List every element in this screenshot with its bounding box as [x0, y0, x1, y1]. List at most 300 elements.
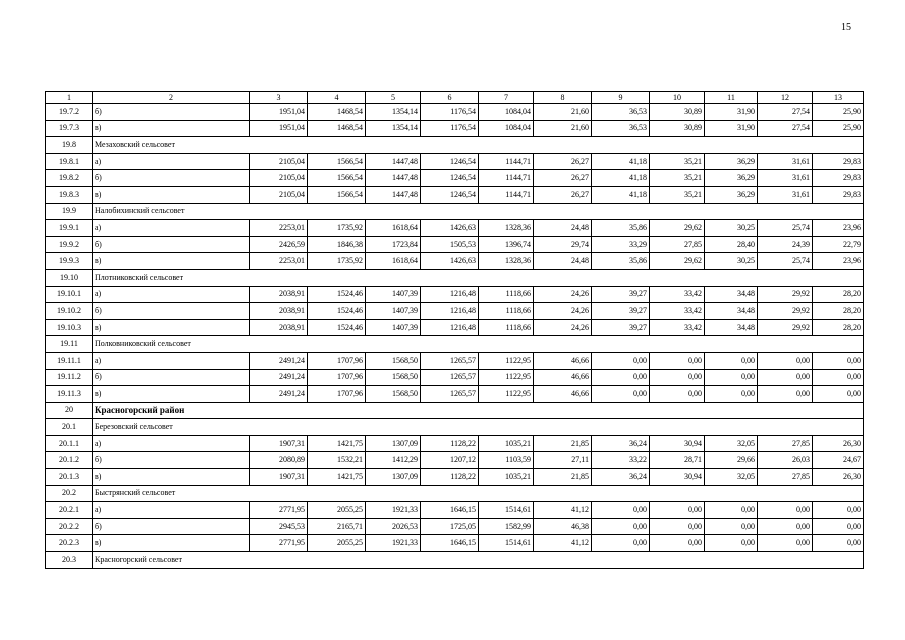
value-cell: 35,21 — [650, 153, 705, 170]
row-code: 19.9.1 — [46, 220, 93, 237]
value-cell: 33,42 — [650, 319, 705, 336]
value-cell: 28,20 — [813, 319, 864, 336]
value-cell: 31,61 — [758, 186, 813, 203]
value-cell: 1176,54 — [421, 104, 479, 121]
value-cell: 29,62 — [650, 253, 705, 270]
value-cell: 1618,64 — [366, 253, 421, 270]
row-code: 19.9.2 — [46, 236, 93, 253]
value-cell: 0,00 — [592, 502, 650, 519]
value-cell: 0,00 — [758, 352, 813, 369]
value-cell: 35,21 — [650, 186, 705, 203]
value-cell: 1426,63 — [421, 253, 479, 270]
row-label: б) — [93, 369, 250, 386]
value-cell: 27,85 — [758, 469, 813, 486]
value-cell: 1122,95 — [479, 386, 534, 403]
table-row — [46, 535, 864, 552]
value-cell: 29,83 — [813, 170, 864, 187]
value-cell: 0,00 — [650, 535, 705, 552]
row-code: 19.9 — [46, 203, 93, 220]
value-cell: 1524,46 — [308, 303, 366, 320]
value-cell: 0,00 — [758, 386, 813, 403]
value-cell: 27,54 — [758, 104, 813, 121]
value-cell: 21,60 — [534, 120, 592, 137]
value-cell: 29,74 — [534, 236, 592, 253]
table-row — [46, 319, 864, 336]
row-code: 19.8.2 — [46, 170, 93, 187]
table-row — [46, 303, 864, 320]
column-header: 13 — [813, 92, 864, 104]
value-cell: 30,25 — [705, 220, 758, 237]
value-cell: 0,00 — [758, 369, 813, 386]
value-cell: 36,29 — [705, 186, 758, 203]
value-cell: 2038,91 — [250, 319, 308, 336]
value-cell: 1216,48 — [421, 286, 479, 303]
value-cell: 1307,09 — [366, 469, 421, 486]
value-cell: 2771,95 — [250, 502, 308, 519]
value-cell: 2038,91 — [250, 286, 308, 303]
row-label: в) — [93, 469, 250, 486]
column-header: 10 — [650, 92, 705, 104]
value-cell: 0,00 — [650, 352, 705, 369]
value-cell: 2253,01 — [250, 253, 308, 270]
value-cell: 2038,91 — [250, 303, 308, 320]
value-cell: 26,27 — [534, 153, 592, 170]
value-cell: 1568,50 — [366, 369, 421, 386]
value-cell: 1246,54 — [421, 186, 479, 203]
table-row — [46, 435, 864, 452]
value-cell: 1707,96 — [308, 369, 366, 386]
value-cell: 2253,01 — [250, 220, 308, 237]
value-cell: 2426,59 — [250, 236, 308, 253]
value-cell: 1307,09 — [366, 435, 421, 452]
value-cell: 1407,39 — [366, 286, 421, 303]
row-code: 20.1.3 — [46, 469, 93, 486]
row-code: 19.10.2 — [46, 303, 93, 320]
value-cell: 1421,75 — [308, 469, 366, 486]
tariff-table — [45, 91, 864, 569]
value-cell: 26,27 — [534, 186, 592, 203]
value-cell: 33,22 — [592, 452, 650, 469]
value-cell: 34,48 — [705, 319, 758, 336]
settlement-name: Красногорский сельсовет — [93, 552, 864, 569]
value-cell: 1447,48 — [366, 170, 421, 187]
value-cell: 29,92 — [758, 286, 813, 303]
value-cell: 33,29 — [592, 236, 650, 253]
settlement-name: Полковниковский сельсовет — [93, 336, 864, 353]
value-cell: 30,89 — [650, 120, 705, 137]
value-cell: 1246,54 — [421, 153, 479, 170]
column-header: 7 — [479, 92, 534, 104]
value-cell: 39,27 — [592, 286, 650, 303]
settlement-name: Налобихинский сельсовет — [93, 203, 864, 220]
row-code: 20.2.3 — [46, 535, 93, 552]
value-cell: 1907,31 — [250, 435, 308, 452]
table-header-row — [46, 92, 864, 104]
column-header: 5 — [366, 92, 421, 104]
value-cell: 0,00 — [592, 352, 650, 369]
value-cell: 46,66 — [534, 386, 592, 403]
group-header-row — [46, 485, 864, 502]
row-code: 19.10.3 — [46, 319, 93, 336]
value-cell: 1566,54 — [308, 170, 366, 187]
value-cell: 27,85 — [758, 435, 813, 452]
value-cell: 1118,66 — [479, 286, 534, 303]
value-cell: 0,00 — [650, 386, 705, 403]
row-label: в) — [93, 186, 250, 203]
value-cell: 1421,75 — [308, 435, 366, 452]
value-cell: 0,00 — [705, 518, 758, 535]
value-cell: 34,48 — [705, 303, 758, 320]
value-cell: 24,39 — [758, 236, 813, 253]
value-cell: 29,92 — [758, 303, 813, 320]
value-cell: 1246,54 — [421, 170, 479, 187]
row-label: б) — [93, 452, 250, 469]
value-cell: 1735,92 — [308, 220, 366, 237]
value-cell: 0,00 — [758, 518, 813, 535]
row-label: а) — [93, 220, 250, 237]
value-cell: 0,00 — [650, 502, 705, 519]
value-cell: 0,00 — [650, 369, 705, 386]
value-cell: 1951,04 — [250, 104, 308, 121]
value-cell: 1505,53 — [421, 236, 479, 253]
page-number: 15 — [841, 22, 851, 33]
value-cell: 25,74 — [758, 220, 813, 237]
value-cell: 1582,99 — [479, 518, 534, 535]
value-cell: 21,85 — [534, 435, 592, 452]
value-cell: 35,21 — [650, 170, 705, 187]
value-cell: 26,03 — [758, 452, 813, 469]
table-body — [46, 92, 864, 569]
value-cell: 1468,54 — [308, 104, 366, 121]
row-code: 19.8.1 — [46, 153, 93, 170]
value-cell: 26,27 — [534, 170, 592, 187]
value-cell: 2055,25 — [308, 502, 366, 519]
value-cell: 1412,29 — [366, 452, 421, 469]
value-cell: 1144,71 — [479, 186, 534, 203]
value-cell: 31,90 — [705, 104, 758, 121]
value-cell: 1084,04 — [479, 104, 534, 121]
value-cell: 46,38 — [534, 518, 592, 535]
value-cell: 39,27 — [592, 303, 650, 320]
column-header: 4 — [308, 92, 366, 104]
value-cell: 26,30 — [813, 469, 864, 486]
value-cell: 1328,36 — [479, 253, 534, 270]
column-header: 2 — [93, 92, 250, 104]
value-cell: 1524,46 — [308, 286, 366, 303]
value-cell: 25,74 — [758, 253, 813, 270]
value-cell: 1532,21 — [308, 452, 366, 469]
value-cell: 1846,38 — [308, 236, 366, 253]
value-cell: 1723,84 — [366, 236, 421, 253]
value-cell: 0,00 — [592, 386, 650, 403]
value-cell: 30,89 — [650, 104, 705, 121]
table-row — [46, 120, 864, 137]
row-code: 19.8.3 — [46, 186, 93, 203]
value-cell: 1035,21 — [479, 469, 534, 486]
value-cell: 1176,54 — [421, 120, 479, 137]
value-cell: 1646,15 — [421, 535, 479, 552]
value-cell: 24,26 — [534, 303, 592, 320]
value-cell: 30,94 — [650, 469, 705, 486]
value-cell: 1216,48 — [421, 303, 479, 320]
table-row — [46, 104, 864, 121]
value-cell: 1568,50 — [366, 386, 421, 403]
table-row — [46, 186, 864, 203]
column-header: 9 — [592, 92, 650, 104]
value-cell: 41,12 — [534, 502, 592, 519]
value-cell: 1084,04 — [479, 120, 534, 137]
group-header-row — [46, 419, 864, 436]
value-cell: 36,53 — [592, 104, 650, 121]
value-cell: 0,00 — [592, 518, 650, 535]
value-cell: 0,00 — [592, 369, 650, 386]
row-code: 19.10.1 — [46, 286, 93, 303]
value-cell: 0,00 — [813, 369, 864, 386]
value-cell: 36,29 — [705, 170, 758, 187]
value-cell: 1735,92 — [308, 253, 366, 270]
table-row — [46, 352, 864, 369]
value-cell: 36,24 — [592, 435, 650, 452]
value-cell: 41,18 — [592, 153, 650, 170]
settlement-name: Мезаховский сельсовет — [93, 137, 864, 154]
row-label: б) — [93, 518, 250, 535]
value-cell: 1566,54 — [308, 153, 366, 170]
row-label: а) — [93, 435, 250, 452]
value-cell: 1707,96 — [308, 352, 366, 369]
value-cell: 0,00 — [758, 502, 813, 519]
value-cell: 2945,53 — [250, 518, 308, 535]
value-cell: 27,85 — [650, 236, 705, 253]
row-label: в) — [93, 535, 250, 552]
value-cell: 2491,24 — [250, 386, 308, 403]
value-cell: 0,00 — [592, 535, 650, 552]
value-cell: 32,05 — [705, 469, 758, 486]
value-cell: 2491,24 — [250, 369, 308, 386]
value-cell: 30,25 — [705, 253, 758, 270]
table-row — [46, 220, 864, 237]
row-label: б) — [93, 170, 250, 187]
value-cell: 1265,57 — [421, 352, 479, 369]
value-cell: 1447,48 — [366, 186, 421, 203]
value-cell: 29,66 — [705, 452, 758, 469]
value-cell: 39,27 — [592, 319, 650, 336]
column-header: 6 — [421, 92, 479, 104]
value-cell: 21,85 — [534, 469, 592, 486]
row-label: а) — [93, 352, 250, 369]
value-cell: 1447,48 — [366, 153, 421, 170]
row-label: б) — [93, 104, 250, 121]
value-cell: 1035,21 — [479, 435, 534, 452]
value-cell: 1122,95 — [479, 352, 534, 369]
row-code: 19.8 — [46, 137, 93, 154]
value-cell: 1707,96 — [308, 386, 366, 403]
value-cell: 24,67 — [813, 452, 864, 469]
row-label: а) — [93, 502, 250, 519]
value-cell: 1907,31 — [250, 469, 308, 486]
value-cell: 31,61 — [758, 153, 813, 170]
row-code: 20.3 — [46, 552, 93, 569]
settlement-name: Березовский сельсовет — [93, 419, 864, 436]
row-code: 20.2.2 — [46, 518, 93, 535]
table-row — [46, 502, 864, 519]
row-label: в) — [93, 253, 250, 270]
value-cell: 1468,54 — [308, 120, 366, 137]
value-cell: 41,18 — [592, 186, 650, 203]
row-code: 20.1 — [46, 419, 93, 436]
value-cell: 0,00 — [705, 502, 758, 519]
value-cell: 33,42 — [650, 303, 705, 320]
table-row — [46, 452, 864, 469]
value-cell: 23,96 — [813, 220, 864, 237]
column-header: 3 — [250, 92, 308, 104]
value-cell: 2105,04 — [250, 153, 308, 170]
value-cell: 41,18 — [592, 170, 650, 187]
value-cell: 0,00 — [758, 535, 813, 552]
value-cell: 31,90 — [705, 120, 758, 137]
table-row — [46, 369, 864, 386]
value-cell: 26,30 — [813, 435, 864, 452]
value-cell: 34,48 — [705, 286, 758, 303]
row-label: б) — [93, 236, 250, 253]
group-header-row — [46, 552, 864, 569]
value-cell: 1514,61 — [479, 535, 534, 552]
row-code: 19.7.2 — [46, 104, 93, 121]
group-header-row — [46, 203, 864, 220]
value-cell: 2105,04 — [250, 170, 308, 187]
value-cell: 46,66 — [534, 369, 592, 386]
value-cell: 0,00 — [705, 352, 758, 369]
value-cell: 2080,89 — [250, 452, 308, 469]
value-cell: 33,42 — [650, 286, 705, 303]
value-cell: 0,00 — [813, 352, 864, 369]
value-cell: 1265,57 — [421, 369, 479, 386]
table-row — [46, 286, 864, 303]
value-cell: 28,20 — [813, 303, 864, 320]
row-label: в) — [93, 386, 250, 403]
value-cell: 2771,95 — [250, 535, 308, 552]
value-cell: 2026,53 — [366, 518, 421, 535]
column-header: 12 — [758, 92, 813, 104]
value-cell: 1128,22 — [421, 469, 479, 486]
row-code: 19.11.3 — [46, 386, 93, 403]
region-header-row — [46, 402, 864, 419]
value-cell: 1426,63 — [421, 220, 479, 237]
table-row — [46, 518, 864, 535]
row-label: в) — [93, 120, 250, 137]
value-cell: 29,92 — [758, 319, 813, 336]
value-cell: 1566,54 — [308, 186, 366, 203]
value-cell: 1396,74 — [479, 236, 534, 253]
value-cell: 1144,71 — [479, 153, 534, 170]
row-label: в) — [93, 319, 250, 336]
table-row — [46, 170, 864, 187]
value-cell: 2055,25 — [308, 535, 366, 552]
group-header-row — [46, 137, 864, 154]
value-cell: 28,20 — [813, 286, 864, 303]
row-label: а) — [93, 286, 250, 303]
row-code: 20.1.2 — [46, 452, 93, 469]
value-cell: 0,00 — [813, 502, 864, 519]
value-cell: 28,40 — [705, 236, 758, 253]
value-cell: 29,83 — [813, 153, 864, 170]
value-cell: 1128,22 — [421, 435, 479, 452]
value-cell: 1921,33 — [366, 535, 421, 552]
value-cell: 24,48 — [534, 220, 592, 237]
row-code: 20.2.1 — [46, 502, 93, 519]
value-cell: 27,54 — [758, 120, 813, 137]
value-cell: 36,24 — [592, 469, 650, 486]
column-header: 1 — [46, 92, 93, 104]
value-cell: 1568,50 — [366, 352, 421, 369]
table-row — [46, 236, 864, 253]
value-cell: 31,61 — [758, 170, 813, 187]
value-cell: 0,00 — [813, 518, 864, 535]
value-cell: 1354,14 — [366, 104, 421, 121]
region-name: Красногорский район — [93, 402, 864, 419]
column-header: 8 — [534, 92, 592, 104]
value-cell: 0,00 — [650, 518, 705, 535]
value-cell: 35,86 — [592, 253, 650, 270]
row-code: 20.1.1 — [46, 435, 93, 452]
table-row — [46, 386, 864, 403]
value-cell: 41,12 — [534, 535, 592, 552]
value-cell: 1144,71 — [479, 170, 534, 187]
value-cell: 21,60 — [534, 104, 592, 121]
value-cell: 1951,04 — [250, 120, 308, 137]
group-header-row — [46, 336, 864, 353]
value-cell: 22,79 — [813, 236, 864, 253]
value-cell: 2105,04 — [250, 186, 308, 203]
value-cell: 0,00 — [813, 386, 864, 403]
value-cell: 1118,66 — [479, 319, 534, 336]
value-cell: 2491,24 — [250, 352, 308, 369]
row-code: 20.2 — [46, 485, 93, 502]
value-cell: 46,66 — [534, 352, 592, 369]
value-cell: 0,00 — [705, 369, 758, 386]
value-cell: 25,90 — [813, 120, 864, 137]
table-row — [46, 153, 864, 170]
table-row — [46, 469, 864, 486]
value-cell: 1103,59 — [479, 452, 534, 469]
row-label: а) — [93, 153, 250, 170]
row-code: 20 — [46, 402, 93, 419]
value-cell: 1618,64 — [366, 220, 421, 237]
value-cell: 1921,33 — [366, 502, 421, 519]
value-cell: 1407,39 — [366, 319, 421, 336]
settlement-name: Быстрянский сельсовет — [93, 485, 864, 502]
value-cell: 0,00 — [705, 535, 758, 552]
value-cell: 29,83 — [813, 186, 864, 203]
value-cell: 25,90 — [813, 104, 864, 121]
row-code: 19.7.3 — [46, 120, 93, 137]
value-cell: 0,00 — [705, 386, 758, 403]
value-cell: 23,96 — [813, 253, 864, 270]
value-cell: 1524,46 — [308, 319, 366, 336]
value-cell: 35,86 — [592, 220, 650, 237]
value-cell: 1216,48 — [421, 319, 479, 336]
value-cell: 24,26 — [534, 319, 592, 336]
value-cell: 30,94 — [650, 435, 705, 452]
settlement-name: Плотниковский сельсовет — [93, 269, 864, 286]
value-cell: 1725,05 — [421, 518, 479, 535]
value-cell: 27,11 — [534, 452, 592, 469]
value-cell: 0,00 — [813, 535, 864, 552]
value-cell: 24,48 — [534, 253, 592, 270]
value-cell: 1118,66 — [479, 303, 534, 320]
value-cell: 1407,39 — [366, 303, 421, 320]
value-cell: 29,62 — [650, 220, 705, 237]
table-row — [46, 253, 864, 270]
